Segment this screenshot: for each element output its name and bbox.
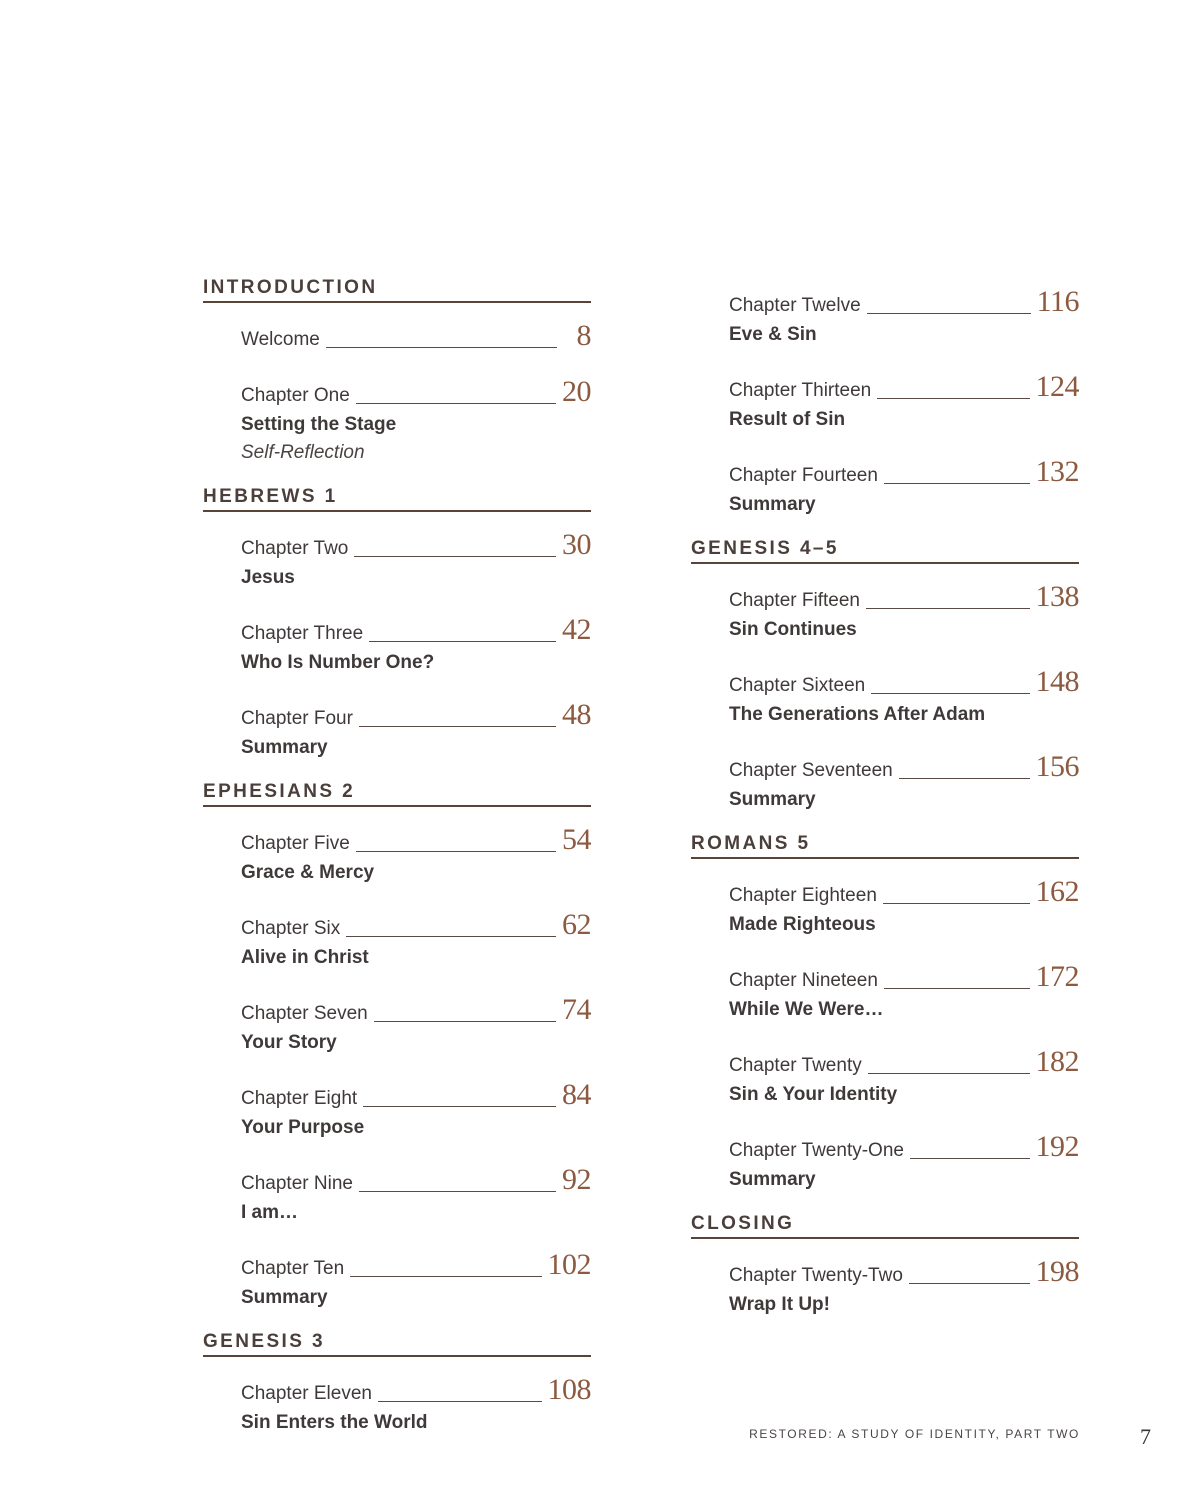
chapter-title: Sin Continues [729,619,857,640]
section-heading: ROMANS 5 [691,832,1079,859]
toc-section-continued [691,282,1079,516]
toc-section-ephesians-2 [203,780,591,1309]
toc-entry[interactable] [729,452,1079,516]
toc-entry-line [241,820,591,855]
toc-entry[interactable] [241,905,591,969]
toc-entry[interactable] [241,610,591,674]
leader-line [378,1400,542,1402]
toc-entry-line [729,1252,1079,1287]
chapter-label: Chapter Twenty [729,1055,862,1076]
toc-section-hebrews-1 [203,485,591,759]
chapter-label: Chapter Seventeen [729,760,893,781]
toc-entry[interactable] [241,1245,591,1309]
toc-entry-line [241,610,591,645]
chapter-title: Made Righteous [729,914,876,935]
footer-page-number: 7 [1140,1424,1151,1449]
leader-line [369,640,556,642]
chapter-subtitle-italic: Self-Reflection [241,442,365,463]
chapter-label: Welcome [241,329,320,350]
leader-line [346,935,556,937]
section-entries [203,1357,591,1434]
toc-entry-line [241,525,591,560]
toc-entry[interactable] [729,662,1079,726]
chapter-title: Result of Sin [729,409,846,430]
leader-line [374,1020,556,1022]
toc-entry-line [729,282,1079,317]
chapter-label: Chapter Twelve [729,295,861,316]
leader-line [359,1190,556,1192]
leader-line [359,725,556,727]
leader-line [910,1157,1030,1159]
chapter-label: Chapter Eleven [241,1383,372,1404]
chapter-label: Chapter Twenty-One [729,1140,904,1161]
chapter-title: I am… [241,1202,299,1223]
toc-entry-line [729,747,1079,782]
page-number: 62 [562,908,591,941]
toc-entry[interactable] [241,1160,591,1224]
chapter-label: Chapter Sixteen [729,675,866,696]
page-number: 162 [1035,875,1079,908]
chapter-title: The Generations After Adam [729,704,986,725]
chapter-label: Chapter Ten [241,1258,345,1279]
section-entries [203,512,591,759]
page-number: 102 [547,1248,591,1281]
chapter-title: Setting the Stage [241,414,397,435]
chapter-label: Chapter Two [241,538,349,559]
leader-line [884,482,1030,484]
toc-entry-line [729,577,1079,612]
toc-section-genesis-4-5 [691,537,1079,811]
chapter-label: Chapter Nine [241,1173,353,1194]
toc-entry-line [241,905,591,940]
footer-book-title: RESTORED: A STUDY OF IDENTITY, PART TWO [749,1427,1080,1441]
toc-left-column [203,276,591,1455]
toc-entry[interactable] [729,577,1079,641]
toc-entry[interactable] [729,1252,1079,1316]
chapter-title: Summary [729,494,816,515]
page-number: 198 [1035,1255,1079,1288]
chapter-title: Sin & Your Identity [729,1084,898,1105]
leader-line [883,902,1030,904]
toc-entry-line [729,367,1079,402]
chapter-title: Alive in Christ [241,947,369,968]
section-entries [203,807,591,1309]
section-heading: HEBREWS 1 [203,485,591,512]
toc-entry-line [729,872,1079,907]
chapter-title: Your Purpose [241,1117,365,1138]
toc-entry[interactable] [729,872,1079,936]
chapter-title: Wrap It Up! [729,1294,830,1315]
leader-line [363,1105,556,1107]
toc-entry[interactable] [241,1075,591,1139]
toc-entry[interactable] [241,990,591,1054]
chapter-title: Eve & Sin [729,324,817,345]
page-number: 124 [1035,370,1079,403]
leader-line [867,312,1031,314]
section-heading: GENESIS 3 [203,1330,591,1357]
page-number: 92 [562,1163,591,1196]
toc-entry[interactable] [729,367,1079,431]
toc-entry-line [729,1127,1079,1162]
page-number: 108 [547,1373,591,1406]
chapter-title: Grace & Mercy [241,862,375,883]
chapter-title: Summary [241,737,328,758]
toc-entry-line [241,1245,591,1280]
toc-entry[interactable] [241,695,591,759]
toc-entry-line [241,1370,591,1405]
chapter-label: Chapter Eighteen [729,885,877,906]
chapter-title: Summary [241,1287,328,1308]
chapter-label: Chapter Nineteen [729,970,878,991]
page-number: 30 [562,528,591,561]
toc-entry-line [241,1075,591,1110]
chapter-title: While We Were… [729,999,884,1020]
toc-entry[interactable] [729,1042,1079,1106]
toc-section-genesis-3 [203,1330,591,1434]
page-number: 132 [1035,455,1079,488]
leader-line [884,987,1030,989]
leader-line [877,397,1029,399]
chapter-title: Your Story [241,1032,337,1053]
chapter-label: Chapter Fourteen [729,465,878,486]
leader-line [871,692,1029,694]
chapter-label: Chapter Seven [241,1003,368,1024]
leader-line [350,1275,541,1277]
page-number: 182 [1035,1045,1079,1078]
section-heading: INTRODUCTION [203,276,591,303]
section-entries [691,1239,1079,1316]
section-entries [691,282,1079,516]
chapter-label: Chapter Thirteen [729,380,872,401]
section-heading: GENESIS 4–5 [691,537,1079,564]
toc-entry[interactable] [241,1370,591,1434]
leader-line [356,402,556,404]
toc-entry[interactable] [241,525,591,589]
page-number: 172 [1035,960,1079,993]
page-number: 20 [562,375,591,408]
chapter-label: Chapter Twenty-Two [729,1265,903,1286]
chapter-title: Who Is Number One? [241,652,435,673]
toc-entry[interactable] [241,820,591,884]
toc-entry[interactable] [729,1127,1079,1191]
leader-line [326,346,557,348]
section-entries [691,859,1079,1191]
toc-section-introduction [203,276,591,464]
toc-entry-line [241,1160,591,1195]
chapter-title: Summary [729,789,816,810]
page-number: 116 [1036,285,1079,318]
toc-entry-line [729,1042,1079,1077]
toc-section-romans-5 [691,832,1079,1191]
page-number: 54 [562,823,591,856]
toc-entry-line [729,662,1079,697]
page-number: 48 [562,698,591,731]
section-heading: CLOSING [691,1212,1079,1239]
chapter-label: Chapter One [241,385,350,406]
chapter-title: Summary [729,1169,816,1190]
section-entries [203,303,591,464]
page-number: 156 [1035,750,1079,783]
chapter-label: Chapter Three [241,623,364,644]
toc-right-column [691,282,1079,1337]
page-number: 84 [562,1078,591,1111]
leader-line [354,555,556,557]
toc-entry-line [729,957,1079,992]
leader-line [868,1072,1030,1074]
chapter-title: Sin Enters the World [241,1412,428,1433]
toc-entry[interactable] [241,372,591,464]
chapter-label: Chapter Four [241,708,353,729]
page-number: 138 [1035,580,1079,613]
leader-line [899,777,1030,779]
chapter-label: Chapter Five [241,833,350,854]
toc-entry-line [241,990,591,1025]
chapter-title: Jesus [241,567,295,588]
page-number: 148 [1035,665,1079,698]
toc-entry[interactable] [241,316,591,351]
toc-entry-line [241,372,591,407]
toc-entry[interactable] [729,957,1079,1021]
toc-entry[interactable] [729,282,1079,346]
chapter-label: Chapter Fifteen [729,590,860,611]
page-number: 74 [562,993,591,1026]
section-heading: EPHESIANS 2 [203,780,591,807]
toc-entry-line [729,452,1079,487]
page-number: 8 [576,319,591,352]
toc-entry-line [241,695,591,730]
leader-line [866,607,1030,609]
page-number: 42 [562,613,591,646]
chapter-label: Chapter Eight [241,1088,358,1109]
chapter-label: Chapter Six [241,918,341,939]
leader-line [356,850,556,852]
toc-section-closing [691,1212,1079,1316]
toc-entry-line [241,316,591,351]
toc-entry[interactable] [729,747,1079,811]
page-number: 192 [1035,1130,1079,1163]
leader-line [909,1282,1030,1284]
section-entries [691,564,1079,811]
